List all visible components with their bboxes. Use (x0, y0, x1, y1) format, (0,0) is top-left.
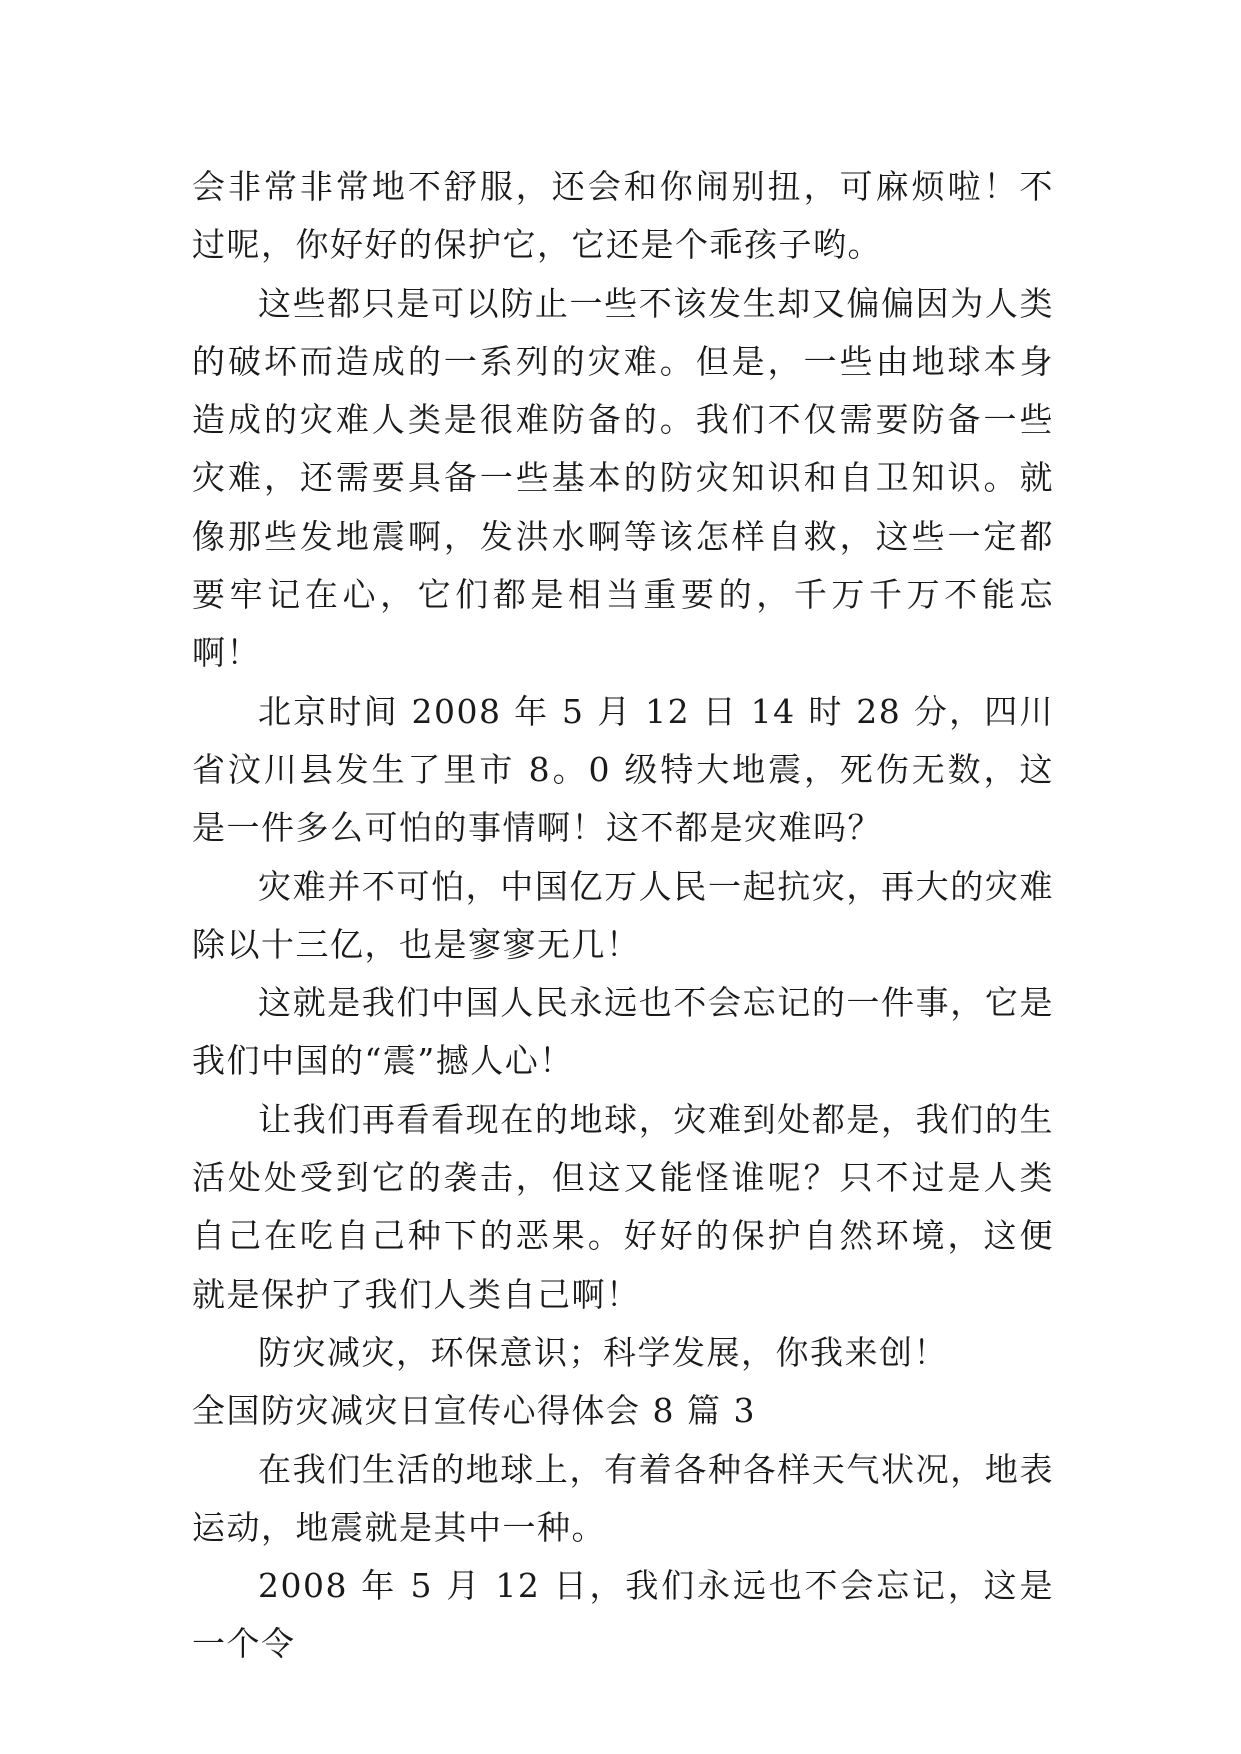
paragraph: 让我们再看看现在的地球，灾难到处都是，我们的生活处处受到它的袭击，但这又能怪谁呢？只不过是人类自己在吃自己种下的恶果。好好的保护自然环境，这便就是保护了我们人类自己啊！ (192, 1099, 1054, 1314)
paragraph: 防灾减灾，环保意识；科学发展，你我来创！ (258, 1332, 948, 1372)
paragraph: 会非常非常地不舒服，还会和你闹别扭，可麻烦啦！不过呢，你好好的保护它，它还是个乖孩子哟。 (192, 167, 1054, 265)
paragraph: 这就是我们中国人民永远也不会忘记的一件事，它是我们中国的“震”撼人心！ (192, 983, 1054, 1081)
paragraph: 北京时间 2008 年 5 月 12 日 14 时 28 分，四川省汶川县发生了里市 8。0 级特大地震，死伤无数，这是一件多么可怕的事情啊！这不都是灾难吗？ (192, 691, 1054, 848)
section-heading: 全国防灾减灾日宣传心得体会 8 篇 3 (192, 1391, 756, 1431)
paragraph: 2008 年 5 月 12 日，我们永远也不会忘记，这是一个令 (192, 1566, 1054, 1664)
document-body (192, 158, 1054, 1674)
paragraph: 在我们生活的地球上，有着各种各样天气状况，地表运动，地震就是其中一种。 (192, 1449, 1054, 1547)
paragraph: 灾难并不可怕，中国亿万人民一起抗灾，再大的灾难除以十三亿，也是寥寥无几！ (192, 866, 1054, 964)
paragraph: 这些都只是可以防止一些不该发生却又偏偏因为人类的破坏而造成的一系列的灾难。但是，一些由地球本身造成的灾难人类是很难防备的。我们不仅需要防备一些灾难，还需要具备一些基本的防灾知识和自卫知识。就像那些发地震啊，发洪水啊等该怎样自救，这些一定都要牢记在心，它们都是相当重要的，千万千万不能忘啊！ (192, 283, 1054, 673)
